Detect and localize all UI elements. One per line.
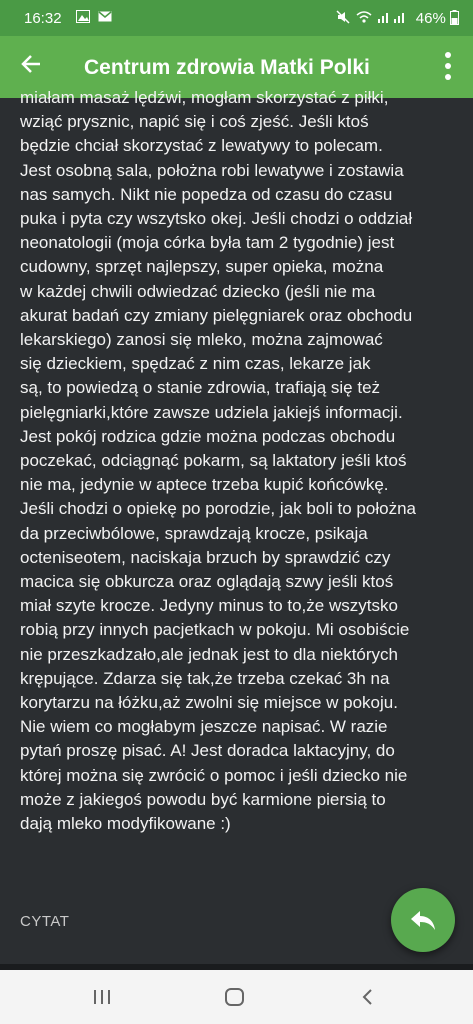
post-line: Jest pokój rodzica gdzie można podczas obchodu	[20, 426, 396, 446]
post-content[interactable]	[0, 88, 473, 964]
post-line: Nie wiem co mogłabym jeszcze napisać. W razie	[20, 717, 388, 737]
post-line: macica się obkurcza oraz oglądają szwy jeśli ktoś	[20, 572, 394, 592]
page-title: Centrum zdrowia Matki Polki	[84, 56, 370, 79]
post-line: cudowny, sprzęt najlepszy, super opieka, można	[20, 257, 384, 277]
status-bar	[0, 0, 473, 36]
post-line: miał szyte krocze. Jedyny minus to to,że wszytsko	[20, 596, 398, 616]
post-line: Jeśli chodzi o opiekę po porodzie, jak boli to położna	[20, 499, 416, 519]
post-line: da przeciwbólowe, sprawdzają krocze, psikaja	[20, 523, 368, 543]
post-line: są, to powiedzą o stanie zdrowia, trafiają się też	[20, 378, 381, 398]
battery-percent: 46%	[415, 10, 446, 27]
system-icons	[336, 10, 407, 27]
post-line: nie ma, jedynie w aptece trzeba kupić końcówkę.	[20, 475, 389, 495]
post-line: pytań proszę pisać. A! Jest doradca laktacyjny, do	[20, 741, 395, 761]
signal-icon	[377, 10, 407, 24]
post-line: robią przy innych pacjetkach w pokoju. Mi osobiście	[20, 620, 410, 640]
reply-button[interactable]	[391, 888, 455, 952]
post-line: octeniseotem, naciskaja brzuch by sprawdzić czy	[20, 547, 391, 567]
post-line: puka i pyta czy wszytsko okej. Jeśli chodzi o oddział	[20, 209, 413, 229]
post-line: nas samych. Nikt nie popedza od czasu do czasu	[20, 184, 393, 204]
post-line: dają mleko modyfikowane :)	[20, 814, 231, 834]
recents-icon[interactable]	[90, 984, 114, 1010]
post-line: Jest osobną sala, położna robi lewatywe i zostawia	[20, 160, 404, 180]
post-line: może z jakiegoś powodu być karmione piersią to	[20, 789, 386, 809]
notification-icons	[76, 10, 112, 26]
post-line: nie przeszkadzało,ale jednak jest to dla niektórych	[20, 644, 398, 664]
post-line: lekarskiego) zanosi się mleko, można zajmować	[20, 330, 383, 350]
post-line: się dzieckiem, spędzać z nim czas, lekarze jak	[20, 354, 371, 374]
post-line: korytarzu na łóżku,aż zwolni się miejsce w pokoju.	[20, 693, 398, 713]
quote-button[interactable]: CYTAT	[20, 913, 70, 930]
more-vert-icon[interactable]	[445, 52, 451, 85]
post-line: której można się zwrócić o pomoc i jeśli dziecko nie	[20, 765, 408, 785]
wifi-icon	[356, 10, 372, 24]
mail-icon	[98, 10, 112, 23]
image-icon	[76, 10, 90, 23]
reply-icon	[410, 908, 436, 932]
post-line: miałam masaż lędźwi, mogłam skorzystać z piłki,	[20, 88, 389, 107]
home-icon[interactable]	[222, 984, 248, 1010]
post-line: pielęgniarki,które zawsze udziela jakiejś informacji.	[20, 402, 403, 422]
post-line: w każdej chwili odwiedzać dziecko (jeśli nie ma	[20, 281, 376, 301]
back-icon[interactable]	[356, 984, 380, 1010]
back-button[interactable]	[20, 51, 42, 81]
post-line: poczekać, odciągnąć pokarm, są laktatory jeśli ktoś	[20, 451, 407, 471]
mute-icon	[336, 10, 350, 24]
post-line: neonatologii (moja córka była tam 2 tygodnie) jest	[20, 233, 395, 253]
post-body	[20, 86, 456, 836]
post-line: będzie chciał skorzystać z lewatywy to polecam.	[20, 136, 383, 156]
system-nav-bar	[0, 970, 473, 1024]
post-line: krępujące. Zdarza się tak,że trzeba czekać 3h na	[20, 668, 390, 688]
post-line: wziąć prysznic, napić się i coś zjeść. Jeśli ktoś	[20, 112, 369, 132]
battery-indicator	[416, 10, 459, 27]
post-line: akurat badań czy zmiany pielęgniarek oraz obchodu	[20, 305, 413, 325]
battery-icon	[450, 10, 459, 25]
arrow-left-icon	[20, 53, 42, 75]
status-time: 16:32	[24, 10, 62, 27]
